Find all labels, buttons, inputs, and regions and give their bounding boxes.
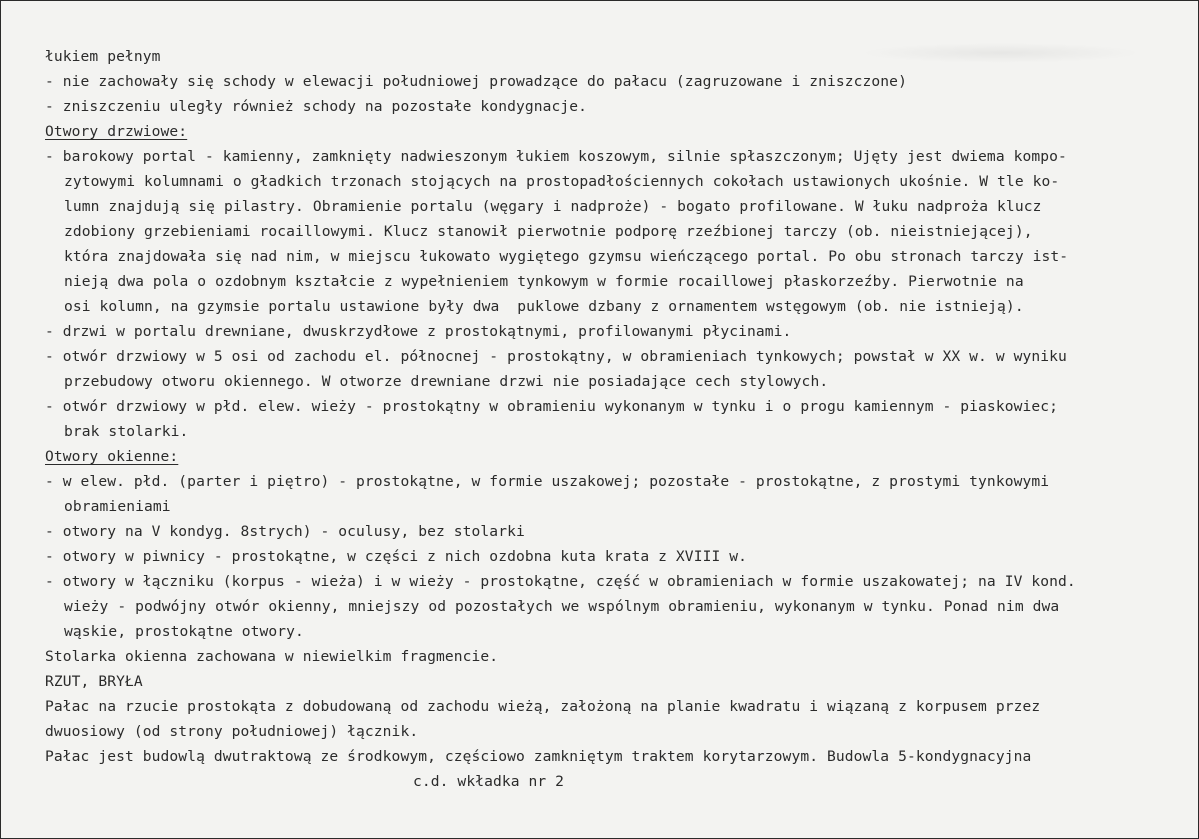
text-line: - otwory w łączniku (korpus - wieża) i w wieży - prostokątne, część w obramieniach w formie uszakowatej; na IV kond. <box>45 573 1076 590</box>
text-line: - otwory na V kondyg. 8strych) - oculusy, bez stolarki <box>45 523 525 540</box>
text-line: brak stolarki. <box>64 423 189 440</box>
text-line: przebudowy otworu okiennego. W otworze drewniane drzwi nie posiadające cech stylowych. <box>64 373 829 390</box>
text-line: Pałac jest budowlą dwutraktową ze środkowym, częściowo zamkniętym traktem korytarzowym. Budowla 5-kondygnacyjna <box>45 748 1032 765</box>
text-line: zdobiony grzebieniami rocaillowymi. Klucz stanowił pierwotnie podporę rzeźbionej tarczy (ob. nieistniejącej), <box>64 223 1033 240</box>
text-line: - otwór drzwiowy w płd. elew. wieży - prostokątny w obramieniu wykonanym w tynku i o progu kamiennym - piaskowiec; <box>45 398 1059 415</box>
text-line: Pałac na rzucie prostokąta z dobudowaną od zachodu wieżą, założoną na planie kwadratu i wiązaną z korpusem przez <box>45 698 1041 715</box>
section-heading-door-openings: Otwory drzwiowe: <box>45 123 188 140</box>
text-line: dwuosiowy (od strony południowej) łącznik. <box>45 723 419 740</box>
text-line: - barokowy portal - kamienny, zamknięty nadwieszonym łukiem koszowym, silnie spłaszczonym; Ujęty jest dwiema kompo- <box>45 148 1067 165</box>
text-line: - w elew. płd. (parter i piętro) - prostokątne, w formie uszakowej; pozostałe - prostokątne, z prostymi tynkowymi <box>45 473 1050 490</box>
text-line: osi kolumn, na gzymsie portalu ustawione były dwa puklowe dzbany z ornamentem wstęgowym (ob. nie istnieją). <box>64 298 1024 315</box>
text-line: zytowymi kolumnami o gładkich trzonach stojących na prostopadłościennych cokołach ustawionych ukośnie. W tle ko- <box>64 173 1060 190</box>
typewritten-text <box>45 44 1185 794</box>
text-line: nieją dwa pola o ozdobnym kształcie z wypełnieniem tynkowym w formie rocaillowej płaskorzeźby. Pierwotnie na <box>64 273 1024 290</box>
text-line: - otwory w piwnicy - prostokątne, w części z nich ozdobna kuta krata z XVIII w. <box>45 548 748 565</box>
text-line: lumn znajdują się pilastry. Obramienie portalu (węgary i nadproże) - bogato profilowane. W łuku nadproża klucz <box>64 198 1042 215</box>
section-heading-window-openings: Otwory okienne: <box>45 448 179 465</box>
text-line: - otwór drzwiowy w 5 osi od zachodu el. północnej - prostokątny, w obramieniach tynkowych; powstał w XX w. w wyniku <box>45 348 1067 365</box>
text-line: łukiem pełnym <box>45 48 161 65</box>
text-line: obramieniami <box>64 498 171 515</box>
section-heading-plan-massing: RZUT, BRYŁA <box>45 673 143 690</box>
text-line: wieży - podwójny otwór okienny, mniejszy od pozostałych we wspólnym obramieniu, wykonanym w tynku. Ponad nim dwa <box>64 598 1060 615</box>
text-line: wąskie, prostokątne otwory. <box>64 623 304 640</box>
text-line: - zniszczeniu uległy również schody na pozostałe kondygnacje. <box>45 98 588 115</box>
text-line: - drzwi w portalu drewniane, dwuskrzydłowe z prostokątnymi, profilowanymi płycinami. <box>45 323 792 340</box>
continuation-note: c.d. wkładka nr 2 <box>413 773 565 790</box>
text-line: która znajdowała się nad nim, w miejscu łukowato wygiętego gzymsu wieńczącego portal. Po obu stronach tarczy ist- <box>64 248 1069 265</box>
text-line: - nie zachowały się schody w elewacji południowej prowadzące do pałacu (zagruzowane i zniszczone) <box>45 73 907 90</box>
text-line: Stolarka okienna zachowana w niewielkim fragmencie. <box>45 648 499 665</box>
